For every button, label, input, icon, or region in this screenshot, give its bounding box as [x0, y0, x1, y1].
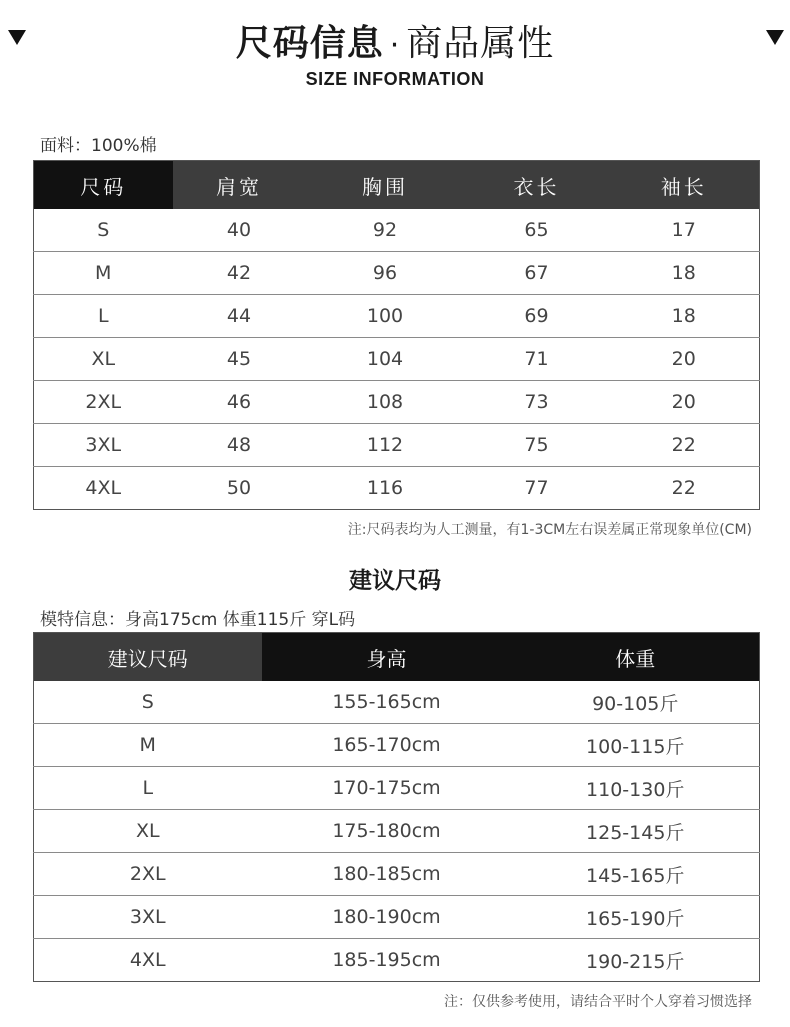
table-cell: 104 [306, 338, 465, 381]
table-cell: 180-190cm [262, 896, 512, 939]
table-cell: 116 [306, 467, 465, 510]
table-cell: 18 [609, 295, 760, 338]
recommend-table-row [34, 896, 760, 939]
table-cell: 75 [465, 424, 609, 467]
size-table-row [34, 209, 760, 252]
size-table-row [34, 295, 760, 338]
size-table-row [34, 252, 760, 295]
page-subtitle: SIZE INFORMATION [305, 69, 485, 89]
table-cell: L [34, 295, 173, 338]
fabric-info: 面料：100%棉 [40, 136, 157, 156]
table-cell: 180-185cm [262, 853, 512, 896]
table-cell: M [34, 724, 262, 767]
table-cell: 65 [524, 219, 549, 241]
table-cell: XL [34, 338, 173, 381]
table-cell: S [97, 219, 110, 241]
recommend-note: 注：仅供参考使用，请结合平时个人穿着习惯选择 [444, 994, 752, 1010]
size-col-header: 袖长 [609, 161, 760, 210]
table-cell: XL [34, 810, 262, 853]
size-col-header: 衣长 [465, 161, 609, 210]
recommend-table [33, 632, 760, 982]
size-table [33, 160, 760, 510]
table-cell: M [34, 252, 173, 295]
size-table-row [34, 467, 760, 510]
table-cell: 22 [609, 424, 760, 467]
table-cell: L [34, 767, 262, 810]
table-cell: 18 [609, 252, 760, 295]
page-title [0, 22, 790, 68]
recommend-table-row [34, 939, 760, 982]
size-col-header: 肩宽 [173, 161, 306, 210]
table-cell: 170-175cm [262, 767, 512, 810]
size-table-header [34, 161, 760, 210]
model-info: 模特信息：身高175cm 体重115斤 穿L码 [40, 610, 356, 630]
recommend-table-header [34, 633, 760, 682]
recommend-col-header: 身高 [262, 633, 512, 682]
table-cell: 100 [306, 295, 465, 338]
table-cell: 3XL [34, 424, 173, 467]
table-cell: 92 [372, 219, 398, 241]
table-cell: 125-145斤 [512, 810, 760, 853]
recommend-col-header: 建议尺码 [34, 633, 262, 682]
table-cell: 46 [173, 381, 306, 424]
table-cell: S [141, 691, 154, 713]
table-cell: 2XL [34, 381, 173, 424]
title-size-info: 尺码信息 [235, 23, 384, 64]
size-table-row [34, 424, 760, 467]
recommend-table-row [34, 810, 760, 853]
table-cell: 20 [609, 381, 760, 424]
table-cell: 73 [465, 381, 609, 424]
table-cell: 175-180cm [262, 810, 512, 853]
table-cell: 155-165cm [332, 691, 441, 713]
recommend-title: 建议尺码 [349, 568, 441, 594]
table-cell: 71 [465, 338, 609, 381]
table-cell: 4XL [34, 467, 173, 510]
table-cell: 48 [173, 424, 306, 467]
title-product-attributes: 商品属性 [406, 23, 555, 64]
table-cell: 40 [226, 219, 252, 241]
recommend-table-row [34, 853, 760, 896]
table-cell: 2XL [34, 853, 262, 896]
table-cell: 110-130斤 [512, 767, 760, 810]
table-cell: 165-190斤 [512, 896, 760, 939]
table-cell: 22 [609, 467, 760, 510]
recommend-table-row [34, 767, 760, 810]
table-cell: 67 [465, 252, 609, 295]
size-table-row [34, 381, 760, 424]
recommend-table-row [34, 724, 760, 767]
table-cell: 165-170cm [262, 724, 512, 767]
title-separator: · [389, 28, 401, 63]
table-cell: 190-215斤 [512, 939, 760, 982]
table-cell: 108 [306, 381, 465, 424]
table-cell: 44 [173, 295, 306, 338]
table-cell: 4XL [34, 939, 262, 982]
table-cell: 17 [671, 219, 696, 241]
table-cell: 145-165斤 [512, 853, 760, 896]
table-cell: 50 [173, 467, 306, 510]
table-cell: 185-195cm [262, 939, 512, 982]
table-cell: 77 [465, 467, 609, 510]
table-cell: 3XL [34, 896, 262, 939]
table-cell: 69 [465, 295, 609, 338]
table-cell: 100-115斤 [512, 724, 760, 767]
table-cell: 90-105斤 [592, 692, 679, 715]
recommend-col-header: 体重 [512, 633, 760, 682]
table-cell: 20 [609, 338, 760, 381]
size-table-note: 注:尺码表均为人工测量，有1-3CM左右误差属正常现象单位(CM) [347, 522, 752, 538]
table-cell: 112 [306, 424, 465, 467]
table-cell: 45 [173, 338, 306, 381]
table-cell: 96 [306, 252, 465, 295]
size-col-header: 胸围 [306, 161, 465, 210]
size-table-row [34, 338, 760, 381]
recommend-table-row [34, 681, 760, 724]
size-col-header: 尺码 [34, 161, 173, 210]
table-cell: 42 [173, 252, 306, 295]
